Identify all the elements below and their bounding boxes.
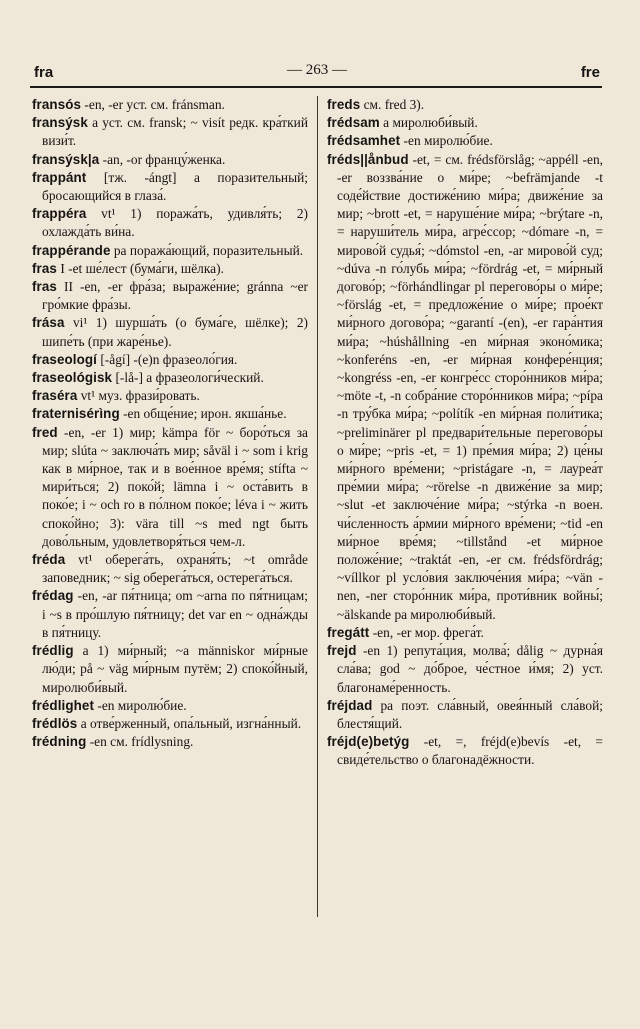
dictionary-entry	[327, 733, 603, 769]
page-number: — 263 —	[287, 62, 347, 78]
dictionary-entry	[32, 424, 308, 551]
dictionary-entry	[32, 715, 308, 733]
dictionary-entry	[32, 733, 308, 751]
entry-headword: frédlig	[32, 643, 74, 659]
entry-headword: fréjd(e)betýg	[327, 734, 410, 750]
entry-definition: vi¹ 1) шурша́ть (о бума́ге, шёлке); 2) шипе́ть (при жаре́нье).	[42, 315, 308, 349]
entry-definition: а уст. см. fransk; ~ visít редк. кра́ткий визи́т.	[42, 115, 308, 149]
entry-headword: fras	[32, 279, 57, 295]
entry-headword: fregátt	[327, 624, 370, 640]
entry-headword: frappánt	[32, 169, 87, 185]
entry-headword: freds	[327, 97, 361, 112]
entry-definition: II -en, -er фра́за; выраже́ние; gránna ~er гро́мкие фра́зы.	[42, 279, 308, 313]
dictionary-entry	[32, 278, 308, 314]
dictionary-entry	[32, 169, 308, 205]
dictionary-entry	[32, 314, 308, 350]
entry-definition: -et, =, fréjd(e)bevís -et, = свиде́тельство о благонадёжности.	[337, 734, 603, 768]
entry-definition: vt¹ муз. фрази́ровать.	[77, 388, 200, 404]
entry-definition: pa поража́ющий, поразительный.	[110, 242, 304, 258]
header-right-guideword: fre	[580, 64, 600, 81]
entry-headword: fraseologí	[32, 351, 97, 367]
dictionary-entry	[32, 387, 308, 405]
entry-definition: -en миролю́бие.	[94, 697, 187, 713]
dictionary-entry	[32, 587, 308, 642]
dictionary-entry	[32, 405, 308, 423]
dictionary-entry	[32, 369, 308, 387]
entry-headword: frása	[32, 315, 65, 331]
entry-definition: vt¹ 1) поража́ть, удивля́ть; 2) охлажда́ть ви́на.	[42, 206, 308, 240]
entry-definition: [-lå-] а фразеологи́ческий.	[112, 370, 264, 386]
dictionary-entry	[32, 351, 308, 369]
entry-definition: см. fred 3).	[360, 97, 425, 112]
entry-definition: -et, = см. frédsförslåg; ~appéll -en, -er воззва́ние о ми́ре; ~befrämjande -t соде́йствие достиже́нию ми́ра; движе́ние за мир; ~brott -et, = наруше́ние ми́ра; ~brýtare -n, = наруши́тель ми́ра, агре́ссор; ~dómare -n, = мирово́й судья́; ~dómstol -en, -ar мирово́й суд; ~dúva -n го́лубь ми́ра; ~fördrág -et, = ми́рный догово́р; ~förhándlingar pl перегово́ры о ми́ре; ~förslág -et, = предложе́ние о ми́ре; прое́кт ми́рного догово́ра; ~garantí -(en), -er гара́нтия ми́ра; ~húshållning -en ми́рная эконо́мика; ~konferéns -en, -er ми́рная конфере́нция; ~kongréss -en, -er конгре́сс сторо́нников ми́ра; ~möte -t, -n собра́ние сторо́нников ми́ра; ~pípa -n тру́бка ми́ра; ~polítík -en ми́рная поли́тика; ~preliminärer pl предвари́тельные перегово́ры о ми́ре; ~pris -et, = 1) пре́мия ми́ра; 2) це́ны ми́рного вре́мени; ~pristágare -n, = лауреа́т пре́мии ми́ра; ~rörelse -n движе́ние за мир; ~slut -et заключе́ние ми́ра; ~stýrka -n воен. чи́сленность а́рмии ми́рного вре́мени; ~tid -en ми́рное вре́мя; ~tillstånd -et ми́рное положе́ние; ~traktát -en, -er см. frédsfördrág; ~víllkor pl усло́вия заключе́ния ми́ра; ~vän -nen, -ner сторо́нник ми́ра, проти́вник войны́; ~älskande pa миролюби́вый.	[337, 151, 603, 622]
page-header	[34, 62, 600, 84]
entry-definition: -en, -ar пя́тница; om ~arna по пя́тницам; i ~s в про́шлую пя́тницу; det var en ~ одна́жды в пя́тницу.	[42, 588, 308, 640]
entry-definition: [тж. -ángt] а поразительный; бросающийся в глаза́.	[42, 169, 308, 204]
dictionary-entry	[32, 642, 308, 697]
entry-headword: fraternisérìng	[32, 406, 120, 422]
entry-definition: -en 1) репута́ция, молва́; dålig ~ дурна́я сла́ва; god ~ до́брое, че́стное и́мя; 2) уст. благонаме́ренность.	[337, 643, 603, 695]
entry-headword: frédsam	[327, 115, 380, 131]
entry-headword: frédning	[32, 734, 87, 750]
dictionary-entry	[32, 151, 308, 169]
entry-headword: frejd	[327, 643, 357, 659]
entry-headword: fraséra	[32, 388, 78, 404]
entry-headword: fréds||ånbud	[327, 151, 409, 167]
right-column	[327, 96, 603, 770]
entry-headword: fraseológisk	[32, 370, 113, 386]
entry-definition: -en см. frídlysning.	[86, 734, 194, 750]
entry-headword: fras	[32, 260, 57, 276]
entry-definition: а 1) ми́рный; ~a människor ми́рные лю́ди; på ~ väg ми́рным путём; 2) споко́йный, миролюби́вый.	[42, 643, 308, 695]
entry-definition: -en миролю́бие.	[400, 133, 493, 149]
dictionary-entry	[327, 624, 603, 642]
header-left-guideword: fra	[34, 64, 54, 81]
entry-headword: fransýsk|a	[32, 151, 100, 167]
dictionary-entry	[32, 242, 308, 260]
dictionary-entry	[327, 697, 603, 733]
entry-headword: fred	[32, 424, 58, 440]
dictionary-entry	[32, 697, 308, 715]
dictionary-entry	[32, 260, 308, 278]
dictionary-entry	[32, 551, 308, 587]
entry-definition: I -et ше́лест (бума́ги, шёлка).	[56, 260, 224, 276]
entry-definition: -en, -er уст. см. fránsman.	[81, 97, 225, 112]
entry-definition: а миролюби́вый.	[379, 115, 478, 131]
entry-headword: frédsamhet	[327, 133, 401, 149]
entry-definition: -en, -er мор. фрега́т.	[369, 624, 484, 640]
entry-headword: fréda	[32, 552, 66, 568]
entry-headword: frappérande	[32, 242, 111, 258]
entry-headword: frappéra	[32, 206, 87, 222]
dictionary-entry	[327, 114, 603, 132]
entry-definition: -an, -or францу́женка.	[99, 151, 226, 167]
entry-definition: [-ågí] -(e)n фразеоло́гия.	[97, 351, 238, 367]
entry-headword: frédlös	[32, 715, 78, 731]
entry-headword: frédlighet	[32, 697, 95, 713]
column-divider	[317, 96, 318, 917]
entry-definition: -en обще́ние; ирон. якша́нье.	[119, 406, 287, 422]
entry-definition: -en, -er 1) мир; kämpa för ~ боро́ться за мир; slúta ~ заключа́ть мир; såväl i ~ som i krig как в ми́рное, так и в вое́нное вре́мя; stífta ~ мири́ться; 2) поко́й; lämna i ~ оста́вить в поко́е; i ~ och ro в по́лном поко́е; léva i ~ жить споко́йно; 3): vära till ~s med ngt быть дово́льным, удовлетворя́ться чем-л.	[42, 424, 308, 549]
entry-definition: а отве́рженный, опа́льный, изгна́нный.	[77, 715, 302, 731]
dictionary-entry	[32, 114, 308, 150]
dictionary-entry	[32, 96, 308, 114]
dictionary-entry	[327, 96, 603, 114]
entry-definition: vt¹ оберега́ть, охраня́ть; ~t område заповедник; ~ sig оберега́ться, остерега́ться.	[42, 552, 308, 586]
dictionary-entry	[327, 642, 603, 697]
left-column	[32, 96, 308, 751]
entry-headword: fréjdad	[327, 697, 373, 713]
dictionary-entry	[327, 132, 603, 150]
entry-headword: fransós	[32, 97, 82, 112]
dictionary-entry	[327, 151, 603, 624]
header-rule	[30, 86, 602, 88]
entry-definition: pa поэт. сла́вный, овея́нный сла́вой; блестя́щий.	[337, 697, 603, 731]
entry-headword: frédag	[32, 588, 74, 604]
entry-headword: fransýsk	[32, 115, 88, 131]
dictionary-entry	[32, 205, 308, 241]
